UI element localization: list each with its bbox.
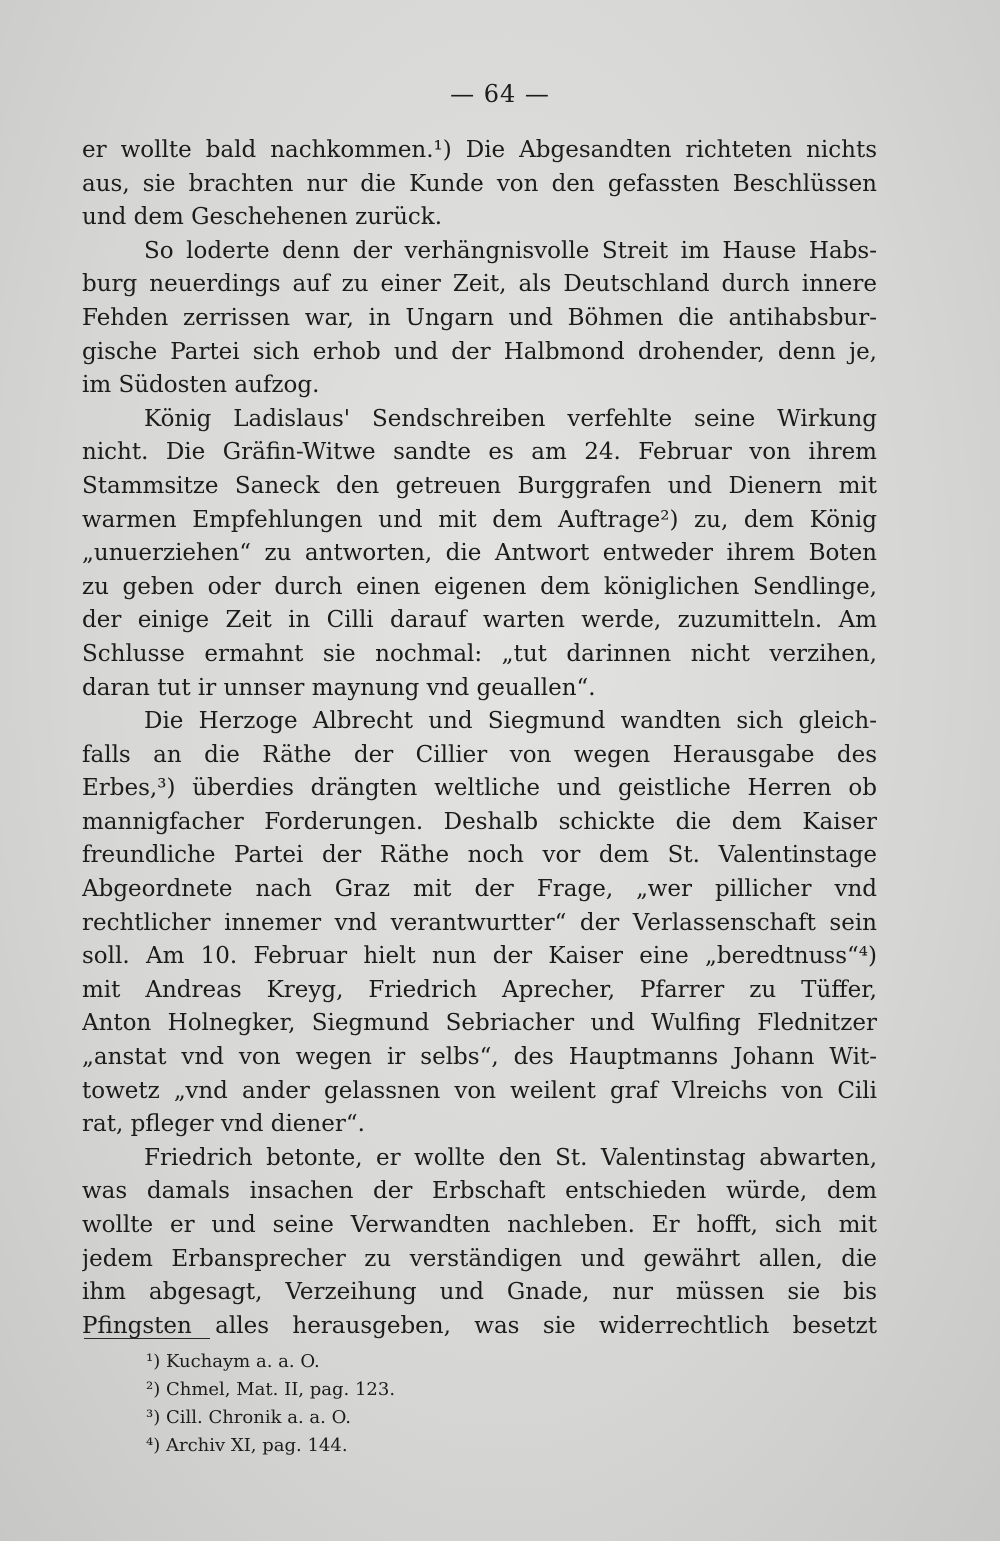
text-line: Stammsitze Saneck den getreuen Burggrafen und Dienern mit (82, 472, 877, 499)
text-line: König Ladislaus' Sendschreiben verfehlte seine Wirkung (144, 405, 877, 432)
text-line: Anton Holnegker, Siegmund Sebriacher und Wulfing Flednitzer (82, 1010, 877, 1037)
footnote: ¹) Kuchaym a. a. O. (146, 1351, 320, 1372)
text-line: towetz „vnd ander gelassnen von weilent graf Vlreichs von Cili (82, 1077, 877, 1104)
text-line: was damals insachen der Erbschaft entschieden würde, dem (82, 1178, 877, 1205)
footnote: ⁴) Archiv XI, pag. 144. (146, 1435, 348, 1456)
text-line: jedem Erbansprecher zu verständigen und gewährt allen, die (82, 1245, 877, 1272)
text-line: soll. Am 10. Februar hielt nun der Kaiser eine „beredtnuss“⁴) (82, 943, 877, 970)
text-line: aus, sie brachten nur die Kunde von den gefassten Beschlüssen (82, 170, 877, 197)
text-line: falls an die Räthe der Cillier von wegen Herausgabe des (82, 741, 877, 768)
text-line: im Südosten aufzog. (82, 372, 320, 399)
text-line: Fehden zerrissen war, in Ungarn und Böhmen die antihabsbur- (82, 304, 877, 331)
text-line: freundliche Partei der Räthe noch vor dem St. Valentinstage (82, 842, 877, 869)
footnote: ²) Chmel, Mat. II, pag. 123. (146, 1379, 396, 1400)
text-line: So loderte denn der verhängnisvolle Streit im Hause Habs- (144, 237, 877, 264)
text-line: gische Partei sich erhob und der Halbmond drohender, denn je, (82, 338, 877, 365)
footnotes (146, 1348, 546, 1460)
text-line: Abgeordnete nach Graz mit der Frage, „wer pillicher vnd (82, 876, 877, 903)
text-line: daran tut ir unnser maynung vnd geuallen“. (82, 674, 596, 701)
text-line: Pfingsten alles herausgeben, was sie widerrechtlich besetzt (82, 1312, 877, 1339)
text-line: Schlusse ermahnt sie nochmal: „tut darinnen nicht verzihen, (82, 640, 877, 667)
text-line: der einige Zeit in Cilli darauf warten werde, zuzumitteln. Am (82, 607, 877, 634)
text-line: nicht. Die Gräfin-Witwe sandte es am 24. Februar von ihrem (82, 439, 877, 466)
text-line: wollte er und seine Verwandten nachleben. Er hofft, sich mit (82, 1212, 877, 1238)
text-line: und dem Geschehenen zurück. (82, 204, 443, 231)
text-line: „unuerziehen“ zu antworten, die Antwort entweder ihrem Boten (82, 540, 877, 567)
text-line: Erbes,³) überdies drängten weltliche und geistliche Herren ob (82, 775, 877, 802)
text-line: ihm abgesagt, Verzeihung und Gnade, nur müssen sie bis (82, 1279, 877, 1306)
text-line: Die Herzoge Albrecht und Siegmund wandten sich gleich- (144, 708, 877, 735)
text-line: „anstat vnd von wegen ir selbs“, des Hauptmanns Johann Wit- (82, 1044, 877, 1071)
text-line: Friedrich betonte, er wollte den St. Valentinstag abwarten, (144, 1144, 877, 1171)
text-line: rat, pfleger vnd diener“. (82, 1111, 365, 1138)
text-line: mit Andreas Kreyg, Friedrich Aprecher, Pfarrer zu Tüffer, (82, 976, 877, 1003)
text-line: rechtlicher innemer vnd verantwurtter“ der Verlassenschaft sein (82, 909, 877, 936)
body-text (82, 134, 877, 1343)
text-line: warmen Empfehlungen und mit dem Auftrage²) zu, dem König (82, 506, 877, 533)
text-line: mannigfacher Forderungen. Deshalb schickte die dem Kaiser (82, 808, 877, 835)
text-line: zu geben oder durch einen eigenen dem königlichen Sendlinge, (82, 573, 877, 600)
text-line: er wollte bald nachkommen.¹) Die Abgesandten richteten nichts (82, 137, 877, 163)
footnote: ³) Cill. Chronik a. a. O. (146, 1407, 352, 1428)
footnote-divider (84, 1338, 210, 1339)
page-number: — 64 — (450, 80, 550, 108)
text-line: burg neuerdings auf zu einer Zeit, als Deutschland durch innere (82, 271, 877, 298)
